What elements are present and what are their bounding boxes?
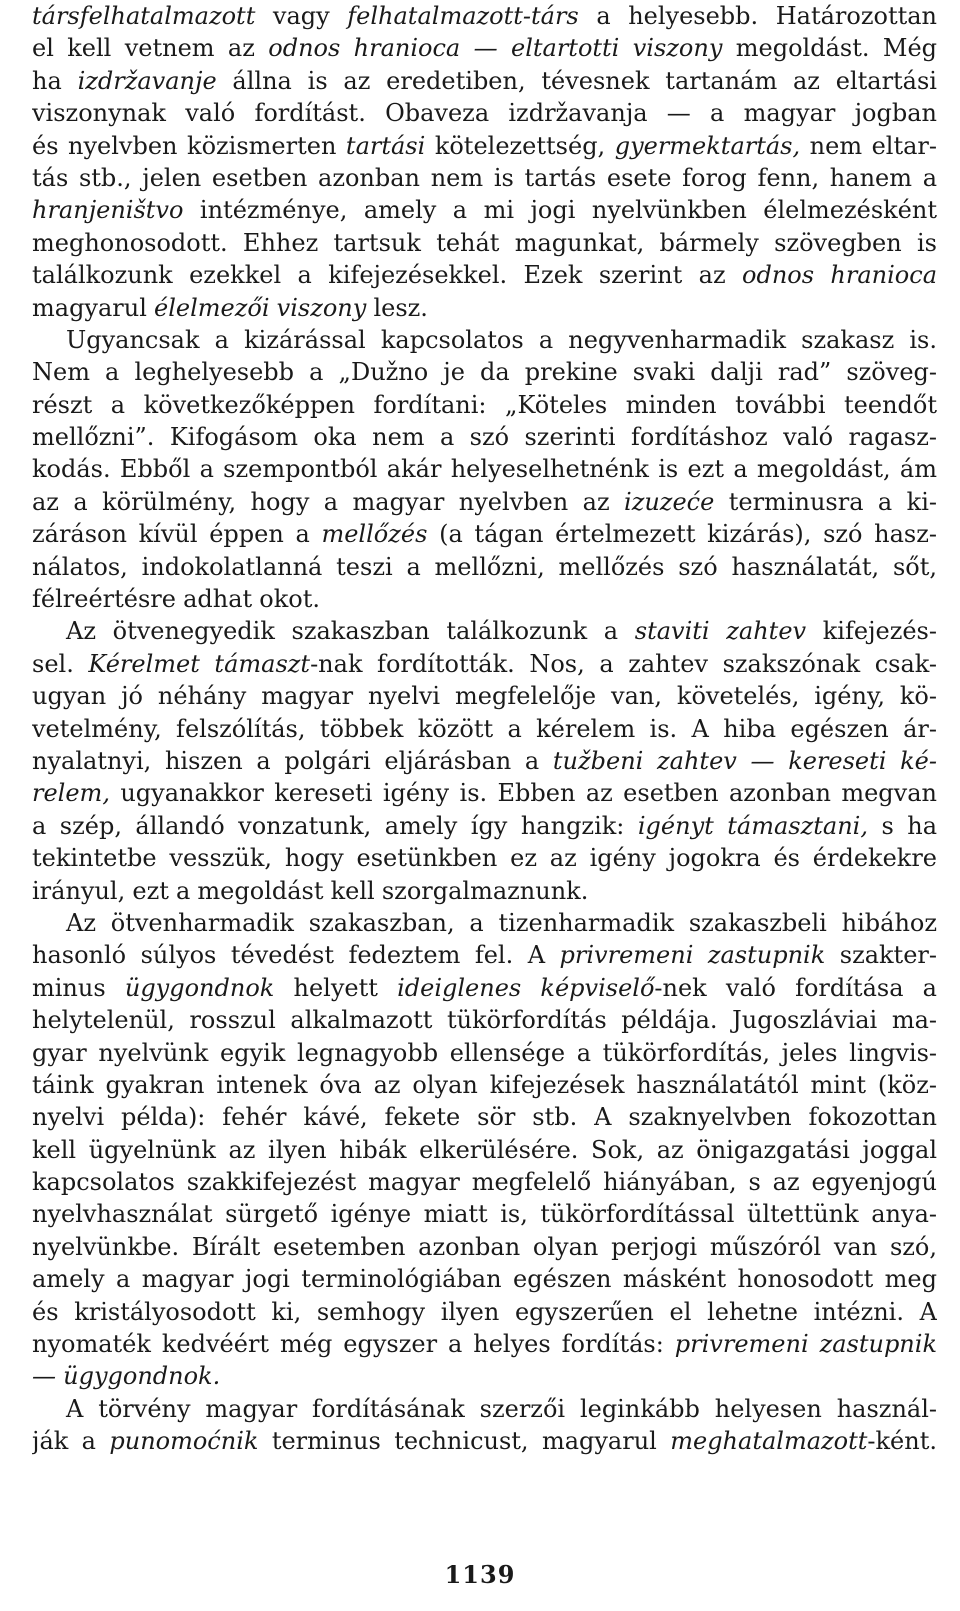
text-run: intézménye, amely a mi jogi nyelvünkben élelmezésként (183, 196, 937, 225)
text-run: nyelvünkbe. Bírált esetemben azonban olyan perjogi műszóról van szó, (32, 1232, 937, 1261)
text-run: magyarul (32, 293, 155, 322)
text-line (32, 1069, 937, 1101)
text-run: tás stb., jelen esetben azonban nem is tartás esete forog fenn, hanem a (32, 163, 937, 192)
text-line (32, 389, 937, 421)
text-run: félreértésre adhat okot. (32, 585, 321, 614)
text-line (32, 1037, 937, 1069)
text-line (32, 421, 937, 453)
text-run: szakter- (825, 941, 937, 970)
italic-term: tartási (345, 131, 426, 160)
page-number: 1139 (444, 1560, 516, 1589)
text-run: Ugyancsak a kizárással kapcsolatos a negyvenharmadik szakasz is. (66, 325, 937, 354)
text-line (32, 0, 937, 32)
italic-term: gyermektartás, (614, 131, 801, 160)
text-line (32, 1101, 937, 1133)
text-line (32, 1425, 937, 1457)
text-line (32, 65, 937, 97)
text-line (32, 1134, 937, 1166)
text-run: a szép, állandó vonzatunk, amely így hangzik: (32, 811, 638, 840)
text-run: meghonosodott. Ehhez tartsuk tehát magunkat, bármely szövegben is (32, 228, 937, 257)
text-run: -ként. (867, 1427, 937, 1456)
text-line (32, 1231, 937, 1263)
text-run: záráson kívül éppen a (32, 520, 322, 549)
text-line (32, 551, 937, 583)
text-run: el kell vetnem az (32, 34, 269, 63)
text-run: viszonynak való fordítást. Obaveza izdržavanja — a magyar jogban (32, 99, 937, 128)
text-run: sel. (32, 649, 89, 678)
text-run: találkozunk ezekkel a kifejezésekkel. Ezek szerint az (32, 261, 742, 290)
text-line (32, 615, 937, 647)
text-run: terminus technicust, magyarul (258, 1427, 671, 1456)
text-line (32, 1360, 937, 1392)
text-run: terminusra a ki- (714, 487, 937, 516)
italic-term: izuzeće (624, 487, 715, 516)
text-line (32, 486, 937, 518)
text-line (32, 939, 937, 971)
text-run: helytelenül, rosszul alkalmazott tükörfordítás példája. Jugoszláviai ma- (32, 1006, 937, 1035)
text-run: nyomaték kedvéért még egyszer a helyes fordítás: (32, 1330, 675, 1359)
text-run: hasonló súlyos tévedést fedeztem fel. A (32, 941, 560, 970)
text-run: -nek való fordítása a (654, 973, 937, 1002)
text-run: ják a (32, 1427, 110, 1456)
text-line (32, 907, 937, 939)
text-run: ha (32, 66, 78, 95)
text-run: kell ügyelnünk az ilyen hibák elkerülésére. Sok, az önigazgatási joggal (32, 1135, 937, 1164)
italic-term: Kérelmet támaszt (88, 649, 311, 678)
text-line (32, 1004, 937, 1036)
text-line (32, 324, 937, 356)
text-run: és nyelvben közismerten (32, 131, 346, 160)
italic-term: mellőzés (321, 520, 428, 549)
text-line (32, 1166, 937, 1198)
text-line (32, 130, 937, 162)
italic-term: felhatalmazott-társ (347, 2, 579, 30)
text-line (32, 1393, 937, 1425)
italic-term: élelmezői viszony (154, 293, 367, 322)
italic-term: punomoćnik (109, 1427, 259, 1456)
text-run: tekintetbe vesszük, hogy esetünkben ez az igény jogokra és érdekekre (32, 844, 937, 873)
text-run: nálatos, indokolatlanná teszi a mellőzni, mellőzés szó használatát, sőt, (32, 552, 937, 581)
text-line (32, 842, 937, 874)
text-line (32, 972, 937, 1004)
text-run: az a körülmény, hogy a magyar nyelvben az (32, 487, 625, 516)
text-line (32, 1263, 937, 1295)
text-line (32, 194, 937, 226)
text-run: ugyanakkor kereseti igény is. Ebben az esetben azonban megvan (109, 779, 937, 808)
text-line (32, 292, 937, 324)
text-run: kapcsolatos szakkifejezést magyar megfelelő hiányában, s az egyenjogú (32, 1168, 937, 1197)
text-run: kötelezettség, (425, 131, 615, 160)
text-run: irányul, ezt a megoldást kell szorgalmaznunk. (32, 876, 589, 905)
text-run: Az ötvenegyedik szakaszban találkozunk a (66, 617, 635, 646)
italic-term: privremeni zastupnik (674, 1330, 937, 1359)
text-line (32, 680, 937, 712)
text-run: Nem a leghelyesebb a „Dužno je da prekine svaki dalji rad” szöveg- (32, 358, 937, 387)
text-run: vetelmény, felszólítás, többek között a kérelem is. A hiba egészen ár- (32, 714, 937, 743)
italic-term: tužbeni zahtev — kereseti ké- (552, 746, 937, 775)
italic-term: ügygondnok (124, 973, 275, 1002)
text-line (32, 713, 937, 745)
text-line (32, 227, 937, 259)
text-line (32, 259, 937, 291)
text-run: kodás. Ebből a szempontból akár helyeselhetnénk is ezt a megoldást, ám (32, 455, 937, 484)
text-line (32, 583, 937, 615)
italic-term: ideiglenes képviselő (397, 973, 655, 1002)
text-run: Az ötvenharmadik szakaszban, a tizenharmadik szakaszbeli hibához (66, 908, 937, 937)
text-line (32, 518, 937, 550)
text-run: helyett (274, 973, 398, 1002)
text-line (32, 453, 937, 485)
text-run: nem eltar- (800, 131, 937, 160)
text-line (32, 97, 937, 129)
text-run: -nak fordították. Nos, a zahtev szakszónak csak- (310, 649, 937, 678)
text-line (32, 1296, 937, 1328)
text-run: lesz. (366, 293, 428, 322)
text-line (32, 777, 937, 809)
italic-term: hranjeništvo (32, 196, 184, 225)
italic-term: igényt támasztani, (637, 811, 868, 840)
text-line (32, 1328, 937, 1360)
text-run: s ha (867, 811, 937, 840)
text-run: nyalatnyi, hiszen a polgári eljárásban a (32, 746, 553, 775)
text-run: táink gyakran intenek óva az olyan kifejezések használatától mint (köz- (32, 1070, 937, 1099)
text-run: nyelvhasználat sürgető igénye miatt is, tükörfordítással ültettünk anya- (32, 1200, 937, 1229)
body-text (32, 0, 937, 1458)
text-run: megoldást. Még (722, 34, 937, 63)
text-run: és kristályosodott ki, semhogy ilyen egyszerűen el lehetne intézni. A (32, 1297, 937, 1326)
text-line (32, 356, 937, 388)
text-line (32, 1198, 937, 1230)
text-line (32, 810, 937, 842)
text-line (32, 32, 937, 64)
text-run: gyar nyelvünk egyik legnagyobb ellensége a tükörfordítás, jeles lingvis- (32, 1038, 937, 1067)
text-run: (a tágan értelmezett kizárás), szó hasz- (427, 520, 937, 549)
italic-term: társfelhatalmazott (32, 2, 256, 30)
text-run: nyelvi példa): fehér kávé, fekete sör stb. A szaknyelvben fokozottan (32, 1103, 937, 1132)
italic-term: meghatalmazott (670, 1427, 868, 1456)
text-run: ugyan jó néhány magyar nyelvi megfelelője van, követelés, igény, kö- (32, 682, 937, 711)
italic-term: relem, (32, 779, 110, 808)
text-line (32, 648, 937, 680)
text-run: állna is az eredetiben, tévesnek tartanám az eltartási (216, 66, 937, 95)
text-run: vagy (255, 2, 348, 30)
italic-term: staviti zahtev (634, 617, 807, 646)
text-run: amely a magyar jogi terminológiában egészen másként honosodott meg (32, 1265, 937, 1294)
text-run: kifejezés- (806, 617, 937, 646)
italic-term: izdržavanje (77, 66, 217, 95)
italic-term: odnos hranioca — eltartotti viszony (268, 34, 723, 63)
italic-term: — ügygondnok. (32, 1362, 221, 1391)
italic-term: odnos hranioca (742, 261, 937, 290)
text-run: minus (32, 973, 125, 1002)
text-line (32, 162, 937, 194)
text-run: A törvény magyar fordításának szerzői leginkább helyesen használ- (66, 1394, 937, 1423)
text-run: mellőzni”. Kifogásom oka nem a szó szerinti fordításhoz való ragasz- (32, 423, 937, 452)
text-line (32, 745, 937, 777)
text-line (32, 875, 937, 907)
text-run: a helyesebb. Határozottan (578, 2, 937, 30)
text-run: részt a következőképpen fordítani: „Köteles minden további teendőt (32, 390, 937, 419)
italic-term: privremeni zastupnik (559, 941, 826, 970)
